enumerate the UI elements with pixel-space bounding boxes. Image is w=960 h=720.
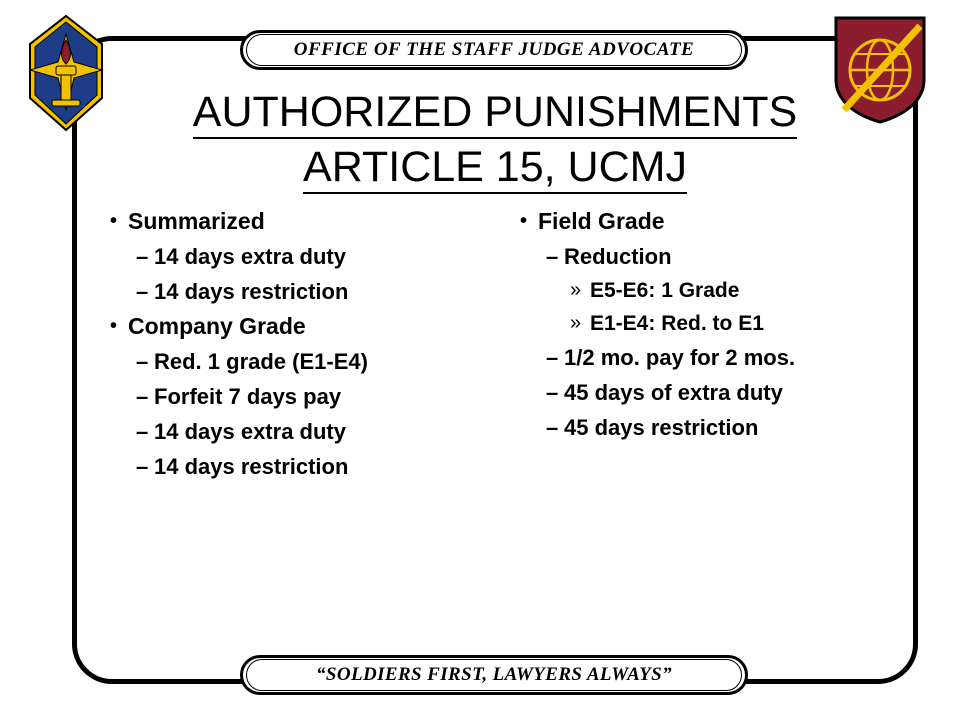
footer-banner-text: “SOLDIERS FIRST, LAWYERS ALWAYS”: [316, 664, 672, 685]
list-item: – Forfeit 7 days pay: [92, 379, 492, 414]
column-right: [492, 204, 902, 484]
bullet-list-left: [92, 204, 492, 484]
header-banner-text: OFFICE OF THE STAFF JUDGE ADVOCATE: [293, 39, 695, 60]
list-item: • Field Grade: [502, 204, 902, 239]
list-item: • Company Grade: [92, 309, 492, 344]
list-item: » E1-E4: Red. to E1: [502, 307, 902, 340]
bullet-list-right: [502, 204, 902, 445]
list-item: » E5-E6: 1 Grade: [502, 274, 902, 307]
list-item: – 14 days restriction: [92, 449, 492, 484]
title-line-1: AUTHORIZED PUNISHMENTS: [193, 88, 797, 139]
title-line-2: ARTICLE 15, UCMJ: [303, 143, 687, 194]
list-item: – 45 days restriction: [502, 410, 902, 445]
list-item: – 14 days extra duty: [92, 239, 492, 274]
list-item: – Red. 1 grade (E1-E4): [92, 344, 492, 379]
list-item: • Summarized: [92, 204, 492, 239]
list-item: – 14 days restriction: [92, 274, 492, 309]
page-title: [80, 88, 910, 194]
header-banner: [240, 30, 748, 70]
list-item: – Reduction: [502, 239, 902, 274]
list-item: – 45 days of extra duty: [502, 375, 902, 410]
list-item: – 1/2 mo. pay for 2 mos.: [502, 340, 902, 375]
column-left: [92, 204, 492, 484]
content-columns: [92, 204, 902, 484]
list-item: – 14 days extra duty: [92, 414, 492, 449]
footer-banner: [240, 655, 748, 695]
